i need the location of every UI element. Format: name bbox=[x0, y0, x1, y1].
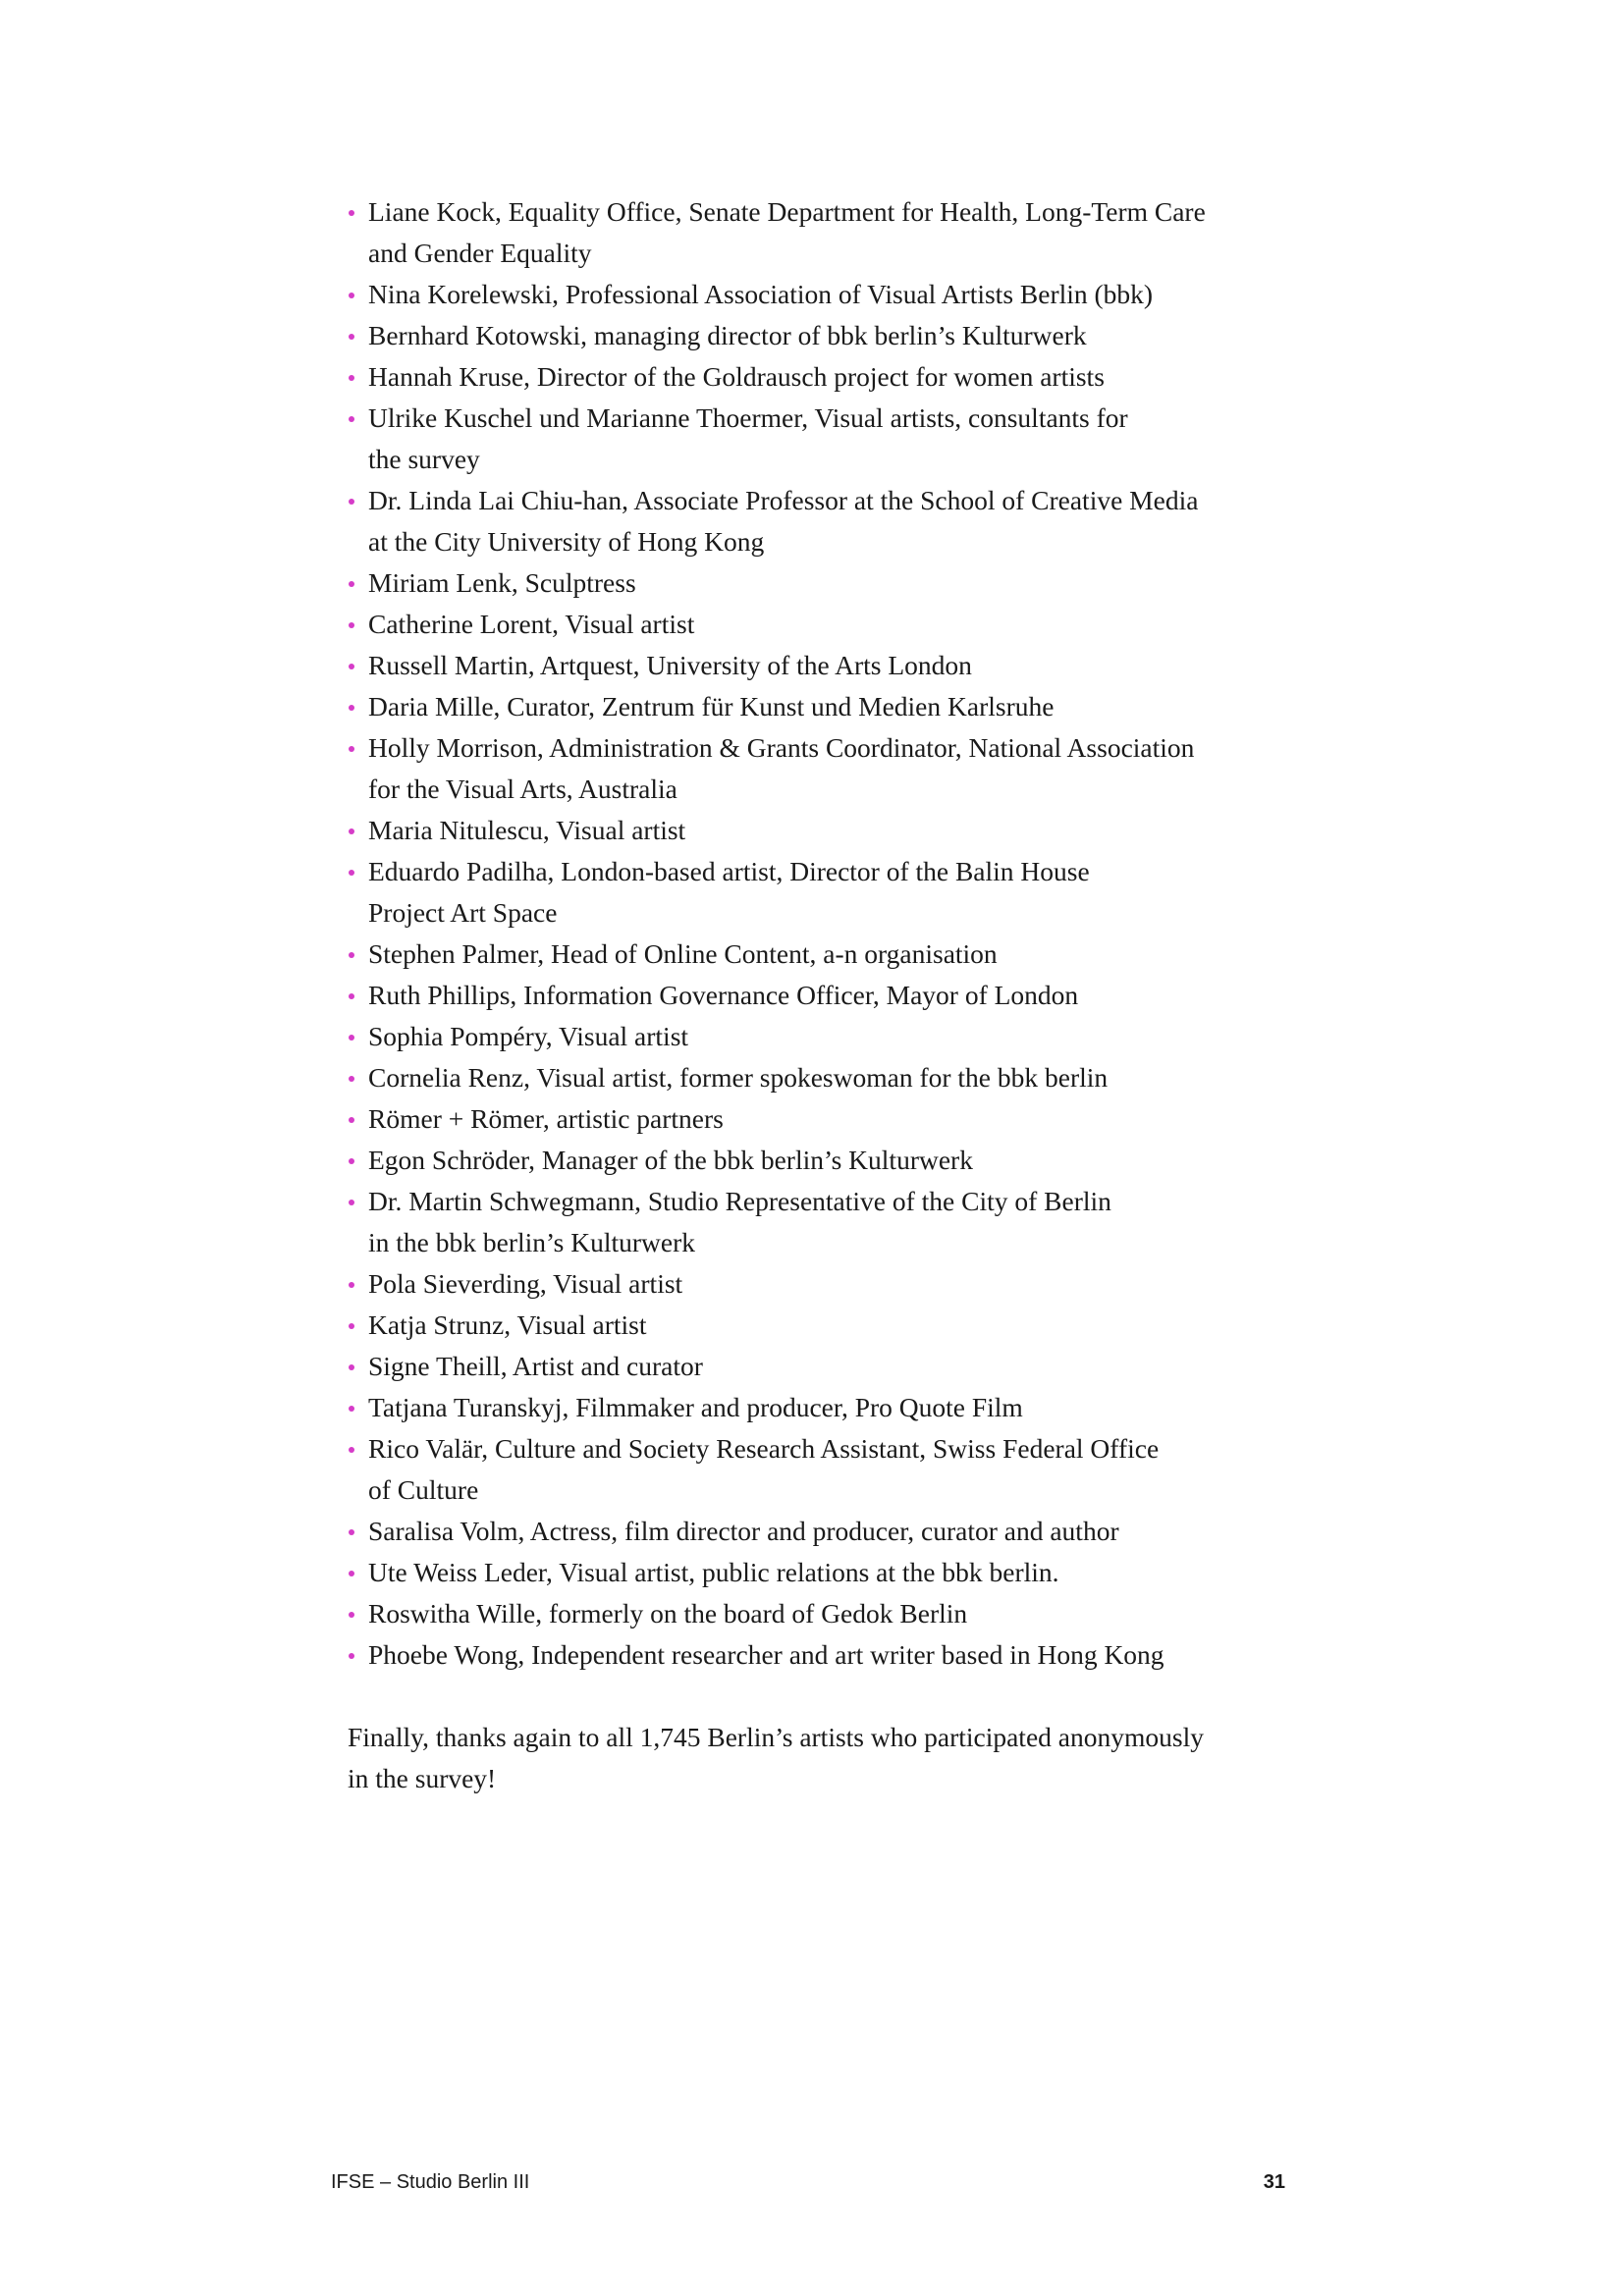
list-item: Dr. Martin Schwegmann, Studio Representative of the City of Berlin in the bbk berlin’s Kulturwerk bbox=[348, 1181, 1290, 1263]
list-item: Phoebe Wong, Independent researcher and art writer based in Hong Kong bbox=[348, 1634, 1290, 1676]
list-item: Hannah Kruse, Director of the Goldrausch project for women artists bbox=[348, 356, 1290, 398]
list-item: Ulrike Kuschel und Marianne Thoermer, Visual artists, consultants for the survey bbox=[348, 398, 1290, 480]
list-item: Cornelia Renz, Visual artist, former spokeswoman for the bbk berlin bbox=[348, 1057, 1290, 1098]
list-item: Egon Schröder, Manager of the bbk berlin’s Kulturwerk bbox=[348, 1140, 1290, 1181]
acknowledgement-list bbox=[348, 191, 1290, 1676]
page-number: 31 bbox=[1263, 2171, 1285, 2193]
list-item: Pola Sieverding, Visual artist bbox=[348, 1263, 1290, 1305]
list-item: Liane Kock, Equality Office, Senate Department for Health, Long-Term Care and Gender Equality bbox=[348, 191, 1290, 274]
list-item: Roswitha Wille, formerly on the board of Gedok Berlin bbox=[348, 1593, 1290, 1634]
list-item: Sophia Pompéry, Visual artist bbox=[348, 1016, 1290, 1057]
list-item: Bernhard Kotowski, managing director of bbk berlin’s Kulturwerk bbox=[348, 315, 1290, 356]
list-item: Ruth Phillips, Information Governance Officer, Mayor of London bbox=[348, 975, 1290, 1016]
list-item: Katja Strunz, Visual artist bbox=[348, 1305, 1290, 1346]
list-item: Miriam Lenk, Sculptress bbox=[348, 562, 1290, 604]
list-item: Daria Mille, Curator, Zentrum für Kunst und Medien Karlsruhe bbox=[348, 686, 1290, 727]
list-item: Catherine Lorent, Visual artist bbox=[348, 604, 1290, 645]
page-content bbox=[348, 191, 1290, 1799]
list-item: Russell Martin, Artquest, University of the Arts London bbox=[348, 645, 1290, 686]
list-item: Römer + Römer, artistic partners bbox=[348, 1098, 1290, 1140]
list-item: Eduardo Padilha, London-based artist, Director of the Balin House Project Art Space bbox=[348, 851, 1290, 934]
list-item: Holly Morrison, Administration & Grants Coordinator, National Association for the Visual Arts, Australia bbox=[348, 727, 1290, 810]
list-item: Ute Weiss Leder, Visual artist, public relations at the bbk berlin. bbox=[348, 1552, 1290, 1593]
closing-paragraph: Finally, thanks again to all 1,745 Berlin’s artists who participated anonymously in the survey! bbox=[348, 1722, 1204, 1793]
list-item: Stephen Palmer, Head of Online Content, a-n organisation bbox=[348, 934, 1290, 975]
list-item: Rico Valär, Culture and Society Research Assistant, Swiss Federal Office of Culture bbox=[348, 1428, 1290, 1511]
list-item: Dr. Linda Lai Chiu-han, Associate Professor at the School of Creative Media at the City University of Hong Kong bbox=[348, 480, 1290, 562]
list-item: Signe Theill, Artist and curator bbox=[348, 1346, 1290, 1387]
list-item: Nina Korelewski, Professional Association of Visual Artists Berlin (bbk) bbox=[348, 274, 1290, 315]
list-item: Maria Nitulescu, Visual artist bbox=[348, 810, 1290, 851]
list-item: Tatjana Turanskyj, Filmmaker and producer, Pro Quote Film bbox=[348, 1387, 1290, 1428]
footer-document-title: IFSE – Studio Berlin III bbox=[331, 2171, 530, 2193]
list-item: Saralisa Volm, Actress, film director and producer, curator and author bbox=[348, 1511, 1290, 1552]
